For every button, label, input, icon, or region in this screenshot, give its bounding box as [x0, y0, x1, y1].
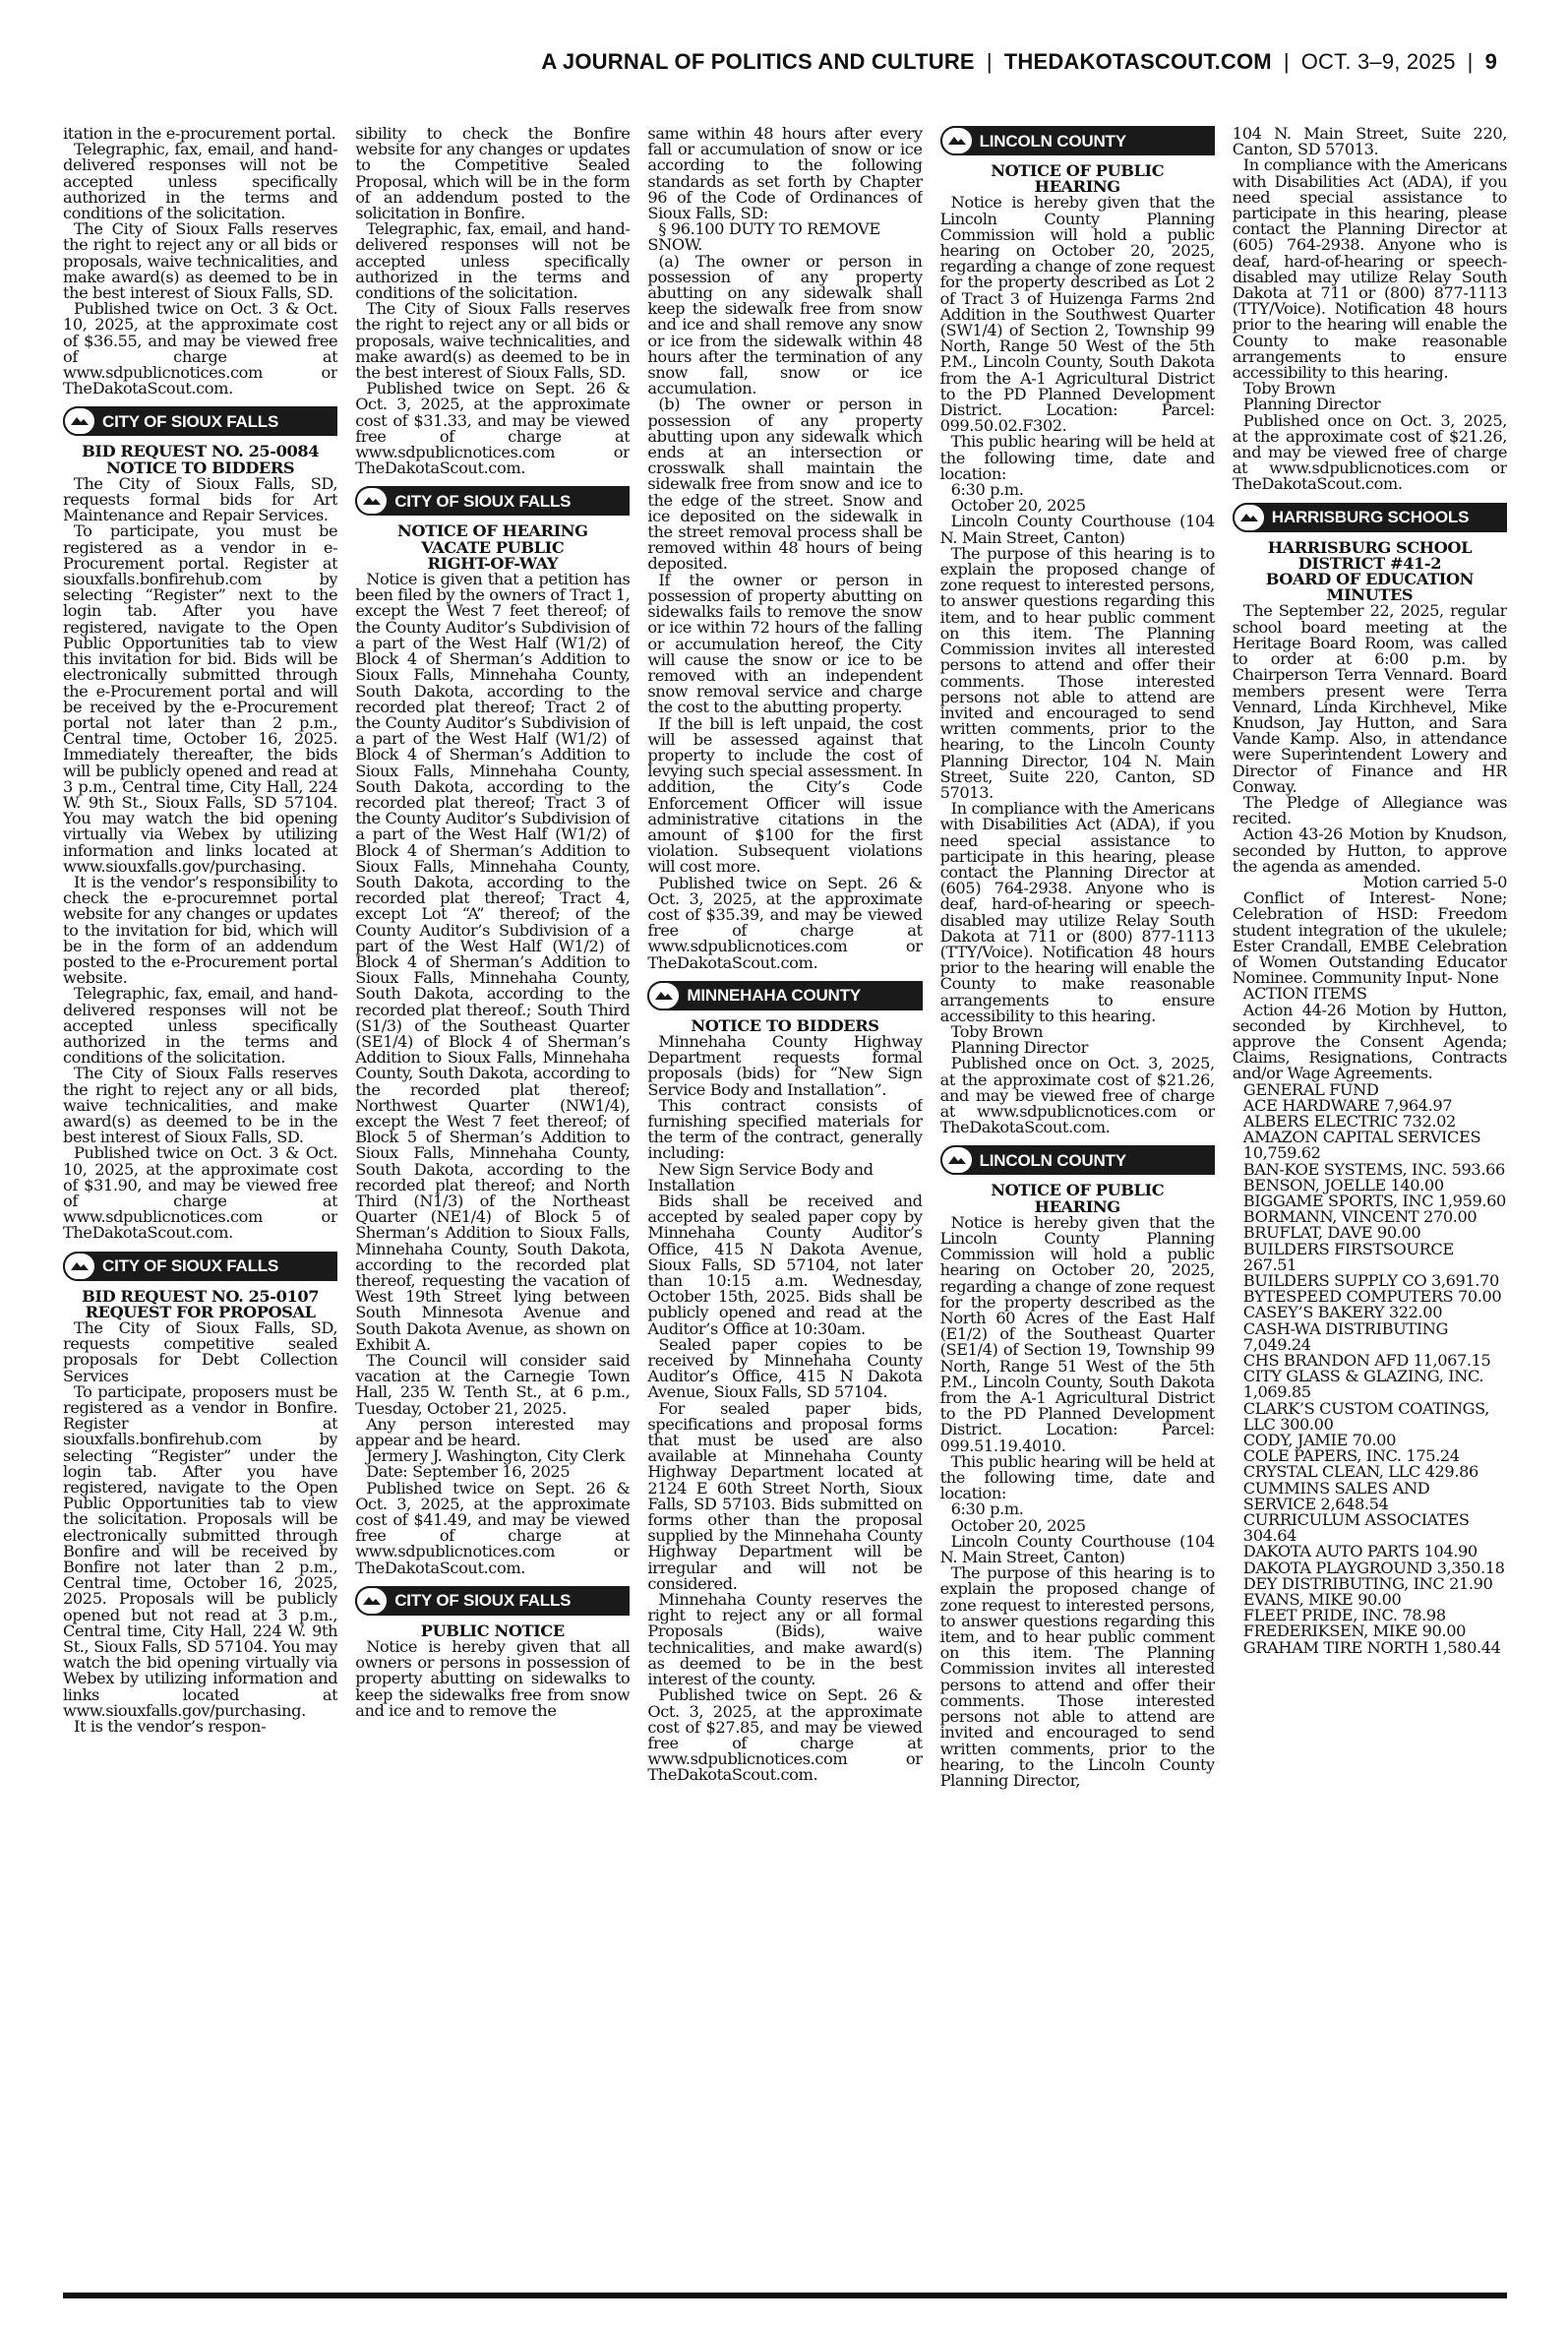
section-banner-label: MINNEHAHA COUNTY [687, 986, 861, 1006]
scout-logo-icon [355, 1586, 389, 1616]
notice-heading: NOTICE OF PUBLIC [991, 1181, 1165, 1200]
notice-paragraph: To participate, proposers must be registered as a vendor in Bonfire. Register at siouxfalls.bonfirehub.com by selecting “Register” under the login tab. After you have registered, navigate to the Open Public Opportunities tab to view the solicitation. Proposals will be electronically submitted through Bonfire and will be received by Bonfire not later than 2 p.m., Central time, October 16, 2025, 2025. Proposals will be publicly opened but not read at 3 p.m., Central time, City Hall, 224 W. 9th St., Sioux Falls, SD 57104. You may watch the bid opening virtually via Webex by utilizing information and links located at www.siouxfalls.gov/purchasing. [63, 1381, 338, 1720]
publication-tagline: A JOURNAL OF POLITICS AND CULTURE [541, 49, 975, 74]
notice-paragraph: Notice is hereby given that the Lincoln County Planning Commission will hold a public hearing on October 20, 2025, regarding a change of zone request for the property described as Lot 2 of Tract 3 of Huizenga Farms 2nd Addition in the Southwest Quarter (SW1/4) of Section 2, Township 99 North, Range 50 West of the 5th P.M., Lincoln County, South Dakota from the A-1 Agricultural District to the PD Planned Development District. Location: Parcel: 099.50.02.F302. [939, 193, 1215, 436]
notice-paragraph: Telegraphic, fax, email, and hand-delivered responses will not be accepted unless specifically authorized in the terms and conditions of the solicitation. [355, 219, 631, 303]
claim-entry: DAKOTA PLAYGROUND 3,350.18 [1242, 1558, 1505, 1577]
notice-paragraph: If the owner or person in possession of property abutting on sidewalks fails to remove the snow or ice within 72 hours of the falling or accumulation hereof, the City will cause the snow or ice to be removed with an independent snow removal service and charge the cost to the abutting property. [647, 570, 923, 717]
claim-entry: BENSON, JOELLE 140.00 [1242, 1175, 1444, 1194]
section-banner-label: CITY OF SIOUX FALLS [394, 491, 572, 511]
notice-paragraph: Any person interested may appear and be heard. [355, 1414, 631, 1450]
claim-entry: BUILDERS FIRSTSOURCE 267.51 [1242, 1239, 1454, 1274]
notice-paragraph: Telegraphic, fax, email, and hand-delivered responses will not be accepted unless specifically authorized in the terms and conditions of the solicitation. [63, 984, 338, 1068]
notice-heading: DISTRICT #41-2 [1297, 553, 1442, 573]
claim-entry: AMAZON CAPITAL SERVICES 10,759.62 [1242, 1128, 1481, 1163]
notice-paragraph: The September 22, 2025, regular school board meeting at the Heritage Board Room, was called to order at 6:00 p.m. by Chairperson Terra Vennard. Board members present were Terra Vennard, Linda Kirchhevel, Mike Knudson, Jay Hutton, and Sara Vande Kamp. Also, in attendance were Superintendent Lowery and Director of Finance and HR Conway. [1232, 601, 1507, 796]
notice-paragraph: same within 48 hours after every fall or accumulation of snow or ice according to the following standards as set forth by Chapter 96 of the Code of Ordinances of Sioux Falls, SD: [647, 126, 923, 223]
notice-paragraph: Minnehaha County reserves the right to reject any or all formal Proposals (Bids), waive technicalities, and make award(s) as deemed to be in the best interest of the county. [647, 1590, 923, 1689]
notice-paragraph: In compliance with the Americans with Disabilities Act (ADA), if you need special assistance to participate in this hearing, please contact the Planning Director at (605) 764-2938. Anyone who is deaf, hard-of-hearing or speech-disabled may utilize Relay South Dakota at 711 or (800) 877-1113 (TTY/Voice). Notification 48 hours prior to the hearing will enable the County to make reasonable arrangements to ensure accessibility to this hearing. [939, 799, 1215, 1025]
notice-paragraph: (b) The owner or person in possession of any property abutting upon any sidewalk which ends at an intersection or crosswalk shall maintain the sidewalk free from snow and ice to the edge of the street. Snow and ice deposited on the sidewalk in the street removal process shall be removed within 48 hours of being deposited. [647, 395, 923, 574]
scout-logo-icon [63, 406, 96, 436]
claim-entry: BYTESPEED COMPUTERS 70.00 [1242, 1287, 1502, 1307]
scout-logo-icon [940, 1145, 974, 1175]
claim-entry: CLARK’S CUSTOM COATINGS, LLC 300.00 [1242, 1398, 1489, 1434]
notice-paragraph: Sealed paper copies to be received by Minnehaha County Auditor’s Office, 415 N Dakota Avenue, Sioux Falls, SD 57104. [647, 1334, 923, 1402]
notice-heading: HARRISBURG SCHOOL [1267, 537, 1473, 557]
notice-paragraph: sibility to check the Bonfire website for any changes or updates to the Competitive Sealed Proposal, which will be in the form of an addendum posted to the solicitation in Bonfire. [355, 126, 631, 223]
notice-paragraph: This public hearing will be held at the following time, date and location: [939, 432, 1215, 483]
hearing-location: Lincoln County Courthouse (104 N. Main Street, Canton) [939, 512, 1215, 547]
claim-entry: BRUFLAT, DAVE 90.00 [1242, 1223, 1421, 1243]
notice-heading: RIGHT-OF-WAY [427, 553, 559, 573]
notice-heading: HEARING [1034, 1196, 1120, 1216]
scout-logo-icon [940, 126, 974, 155]
section-label: ACTION ITEMS [1242, 984, 1367, 1004]
header-separator: | [1467, 49, 1474, 74]
notice-heading: BID REQUEST NO. 25-0084 [82, 442, 320, 461]
notices-columns [63, 126, 1507, 2291]
column-3 [647, 126, 922, 2291]
publication-note: Published once on Oct. 3, 2025, at the approximate cost of $21.26, and may be viewed free of charge at www.sdpublicnotices.com or TheDakotaScout.com. [1232, 410, 1507, 494]
claim-entry: CURRICULUM ASSOCIATES 304.64 [1242, 1510, 1470, 1546]
notice-paragraph: Notice is hereby given that all owners or persons in possession of property abutting on sidewalks to keep the sidewalks free from snow and ice and to remove the [355, 1637, 631, 1720]
claim-entry: FREDERIKSEN, MIKE 90.00 [1242, 1621, 1466, 1641]
hearing-location: Lincoln County Courthouse (104 N. Main Street, Canton) [939, 1531, 1215, 1567]
page-header [0, 49, 1568, 83]
page-number: 9 [1484, 49, 1497, 74]
notice-date: Date: September 16, 2025 [366, 1462, 571, 1482]
notice-paragraph: Telegraphic, fax, email, and hand-delivered responses will not be accepted unless specifically authorized in the terms and conditions of the solicitation. [63, 140, 338, 223]
claim-entry: CRYSTAL CLEAN, LLC 429.86 [1242, 1462, 1478, 1482]
notice-paragraph: Notice is given that a petition has been filed by the owners of Tract 1, except the West 7 feet thereof; of the County Auditor’s Subdivision of a part of the West Half (W1/2) of Block 4 of Sherman’s Addition to Sioux Falls, Minnehaha County, South Dakota, according to the recorded plat thereof; Tract 2 of the County Auditor’s Subdivision of a part of the West Half (W1/2) of Block 4 of Sherman’s Addition to Sioux Falls, Minnehaha County, South Dakota, according to the recorded plat thereof; Tract 3 of the County Auditor’s Subdivision of a part of the West Half (W1/2) of Block 4 of Sherman’s Addition to Sioux Falls, Minnehaha County, South Dakota, according to the recorded plat thereof; Tract 4, except Lot “A” thereof; of the County Auditor’s Subdivision of a part of the West Half (W1/2) of Block 4 of Sherman’s Addition to Sioux Falls, Minnehaha County, South Dakota, according to the recorded plat thereof.; South Third (S1/3) of the Southeast Quarter (SE1/4) of Block 4 of Sherman’s Addition to Sioux Falls, Minnehaha County, South Dakota, according to the recorded plat thereof; Northwest Quarter (NW1/4), except the West 7 feet thereof; of Block 5 of Sherman’s Addition to Sioux Falls, Minnehaha County, South Dakota, according to the recorded plat thereof; and North Third (N1/3) of the Northeast Quarter (NE1/4) of Block 5 of Sherman’s Addition to Sioux Falls, Minnehaha County, South Dakota, according to the recorded plat thereof, requesting the vacation of West 19th Street lying between South Minnesota Avenue and South Dakota Avenue, as shown on Exhibit A. [355, 570, 631, 1354]
notice-heading: BID REQUEST NO. 25-0107 [82, 1286, 320, 1306]
claim-entry: CODY, JAMIE 70.00 [1242, 1431, 1396, 1450]
notice-paragraph: Minnehaha County Highway Department requests formal proposals (bids) for “New Sign Service Body and Installation”. [647, 1031, 923, 1099]
notice-paragraph: It is the vendor’s responsibility to check the e-procuremnet portal website for any changes or updates to the invitation for bid, which will be in the form of an addendum posted to the e-Procurement portal website. [63, 872, 338, 988]
section-banner [63, 406, 337, 436]
notice-paragraph: 104 N. Main Street, Suite 220, Canton, SD 57013. [1232, 126, 1507, 159]
notice-paragraph: The City of Sioux Falls, SD, requests formal bids for Art Maintenance and Repair Services. [63, 473, 338, 525]
section-banner [940, 1145, 1215, 1175]
publication-note: Published twice on Oct. 3 & Oct. 10, 2025, at the approximate cost of $31.90, and may be viewed free of charge at www.sdpublicnotices.com or TheDakotaScout.com. [63, 1143, 338, 1243]
claim-entry: CHS BRANDON AFD 11,067.15 [1242, 1351, 1491, 1371]
notice-paragraph: This contract consists of furnishing specified materials for the term of the contract, generally including: [647, 1095, 923, 1163]
claim-entry: CUMMINS SALES AND SERVICE 2,648.54 [1242, 1478, 1430, 1513]
column-1 [63, 126, 337, 2291]
notice-paragraph: For sealed paper bids, specifications and proposal forms that must be used are also available at Minnehaha County Highway Department located at 2124 E 60th Street North, Sioux Falls, SD 57103. Bids submitted on forms other than the proposal supplied by the Minnehaha County Highway Department will be irregular and will not be considered. [647, 1398, 923, 1593]
claims-list [1233, 1095, 1507, 1657]
publication-note: Published twice on Sept. 26 & Oct. 3, 2025, at the approximate cost of $31.33, and may be viewed free of charge at www.sdpublicnotices.com or TheDakotaScout.com. [355, 379, 631, 478]
section-banner-label: CITY OF SIOUX FALLS [102, 1256, 279, 1276]
publication-note: Published once on Oct. 3, 2025, at the approximate cost of $21.26, and may be viewed free of charge at www.sdpublicnotices.com or TheDakotaScout.com. [939, 1054, 1215, 1137]
notice-paragraph: New Sign Service Body and Installation [647, 1159, 874, 1194]
notice-heading: PUBLIC NOTICE [420, 1621, 565, 1640]
notice-paragraph: Conflict of Interest- None; Celebration of HSD: Freedom student integration of the ukulele; Ester Crandall, EMBE Celebration of Women Outstanding Educator Nominee. Community Input- None [1232, 888, 1507, 988]
website-name: THEDAKOTASCOUT.COM [1003, 49, 1272, 74]
notice-paragraph: The City of Sioux Falls reserves the right to reject any or all bids, waive technicalities, and make award(s) as deemed to be in the best interest of Sioux Falls, SD. [63, 1064, 338, 1147]
notice-paragraph: To participate, you must be registered as a vendor in e-Procurement portal. Register at siouxfalls.bonfirehub.com by selecting “Register” next to the login tab. After you have registered, navigate to the Open Public Opportunities tab to view this invitation for bid. Bids will be electronically submitted through the e-Procurement portal and will be received by the e-Procurement portal not later than 2 p.m., Central time, October 16, 2025. Immediately thereafter, the bids will be publicly opened and read at 3 p.m., Central time, City Hall, 224 W. 9th St., Sioux Falls, SD 57104. You may watch the bid opening virtually via Webex by utilizing information and links located at www.siouxfalls.gov/purchasing. [63, 521, 338, 876]
hearing-date: October 20, 2025 [950, 496, 1086, 516]
claim-entry: DEY DISTRIBUTING, INC 21.90 [1242, 1573, 1493, 1593]
scout-logo-icon [1233, 503, 1266, 532]
notice-paragraph: The City of Sioux Falls reserves the right to reject any or all bids or proposals, waive technicalities, and make award(s) as deemed to be in the best interest of Sioux Falls, SD. [355, 299, 631, 383]
notice-paragraph: itation in the e-procurement portal. [63, 126, 336, 143]
notice-paragraph: The Council will consider said vacation at the Carnegie Town Hall, 235 W. Tenth St., at 6 p.m., Tuesday, October 21, 2025. [355, 1351, 631, 1418]
notice-paragraph: The City of Sioux Falls reserves the right to reject any or all bids or proposals, waive technicalities, and make award(s) as deemed to be in the best interest of Sioux Falls, SD. [63, 219, 338, 303]
notice-paragraph: Bids shall be received and accepted by sealed paper copy by Minnehaha County Auditor’s Office, 415 N Dakota Avenue, Sioux Falls, SD 57104, not later than 10:15 a.m. Wednesday, October 15th, 2025. Bids shall be publicly opened and read at the Auditor’s Office at 10:30am. [647, 1192, 923, 1338]
claim-entry: FLEET PRIDE, INC. 78.98 [1242, 1606, 1446, 1625]
scout-logo-icon [355, 486, 389, 516]
section-banner-label: LINCOLN COUNTY [979, 131, 1126, 151]
notice-paragraph: If the bill is left unpaid, the cost will be assessed against that property to include the cost of levying such special assessment. In addition, the City’s Code Enforcement Officer will issue administrative citations in the amount of $100 for the first violation. Subsequent violations will cost more. [647, 713, 923, 877]
section-banner [355, 486, 630, 516]
section-banner-label: CITY OF SIOUX FALLS [102, 411, 279, 431]
claim-entry: DAKOTA AUTO PARTS 104.90 [1242, 1542, 1478, 1561]
notice-paragraph: The purpose of this hearing is to explain the proposed change of zone request to interested persons, to answer questions regarding this item, and to hear public comment on this item. The Planning Commission invites all interested persons to attend and offer their comments. Those interested persons not able to attend are invited and encouraged to send written comments, prior to the hearing, to the Lincoln County Planning Director, 104 N. Main Street, Suite 220, Canton, SD 57013. [939, 543, 1215, 802]
notice-paragraph: (a) The owner or person in possession of any property abutting on any sidewalk shall keep the sidewalk free from snow and ice and shall remove any snow or ice from the sidewalk within 48 hours after the termination of any snow fall, snow or ice accumulation. [647, 251, 923, 398]
hearing-date: October 20, 2025 [950, 1515, 1086, 1535]
header-separator: | [986, 49, 993, 74]
notice-heading: NOTICE OF HEARING [396, 521, 588, 541]
notice-paragraph: Action 44-26 Motion by Hutton, seconded by Kirchhevel, to approve the Consent Agenda; Claims, Resignations, Contracts and/or Wage Agreements. [1232, 1000, 1507, 1083]
section-banner-label: CITY OF SIOUX FALLS [394, 1591, 572, 1611]
fund-label: GENERAL FUND [1242, 1079, 1379, 1099]
hearing-time: 6:30 p.m. [950, 480, 1024, 500]
column-5 [1233, 126, 1507, 2291]
notice-paragraph: The City of Sioux Falls, SD, requests competitive sealed proposals for Debt Collection Services [63, 1318, 338, 1385]
publication-note: Published twice on Sept. 26 & Oct. 3, 2025, at the approximate cost of $27.85, and may be viewed free of charge at www.sdpublicnotices.com or TheDakotaScout.com. [647, 1685, 923, 1785]
signature-title: Planning Director [950, 1038, 1089, 1058]
header-separator: | [1283, 49, 1290, 74]
notice-paragraph: In compliance with the Americans with Disabilities Act (ADA), if you need special assistance to participate in this hearing, please contact the Planning Director at (605) 764-2938. Anyone who is deaf, hard-of-hearing or speech-disabled may utilize Relay South Dakota at 711 or (800) 877-1113 (TTY/Voice). Notification 48 hours prior to the hearing will enable the County to make reasonable arrangements to ensure accessibility to this hearing. [1232, 155, 1507, 383]
notice-paragraph: It is the vendor’s respon- [74, 1717, 267, 1737]
claim-entry: CITY GLASS & GLAZING, INC. 1,069.85 [1242, 1367, 1484, 1402]
signature-line: Toby Brown [1242, 379, 1336, 398]
ordinance-title: § 96.100 DUTY TO REMOVE SNOW. [647, 219, 880, 255]
notice-heading: MINUTES [1326, 585, 1414, 605]
claim-entry: COLE PAPERS, INC. 175.24 [1242, 1446, 1460, 1466]
scout-logo-icon [63, 1252, 96, 1281]
notice-heading: NOTICE TO BIDDERS [691, 1015, 879, 1035]
claim-entry: BUILDERS SUPPLY CO 3,691.70 [1242, 1271, 1499, 1291]
notice-heading: REQUEST FOR PROPOSAL [85, 1302, 316, 1321]
claim-entry: BIGGAME SPORTS, INC 1,959.60 [1242, 1192, 1506, 1210]
signature-title: Planning Director [1242, 395, 1381, 414]
notice-paragraph: The Pledge of Allegiance was recited. [1232, 792, 1507, 828]
column-2 [355, 126, 630, 2291]
motion-result: Motion carried 5-0 [1362, 872, 1507, 891]
section-banner-label: LINCOLN COUNTY [979, 1150, 1126, 1170]
signature-line: Toby Brown [950, 1021, 1044, 1041]
notice-heading: BOARD OF EDUCATION [1265, 570, 1475, 589]
column-4 [940, 126, 1215, 2291]
publication-note: Published twice on Sept. 26 & Oct. 3, 2025, at the approximate cost of $35.39, and may be viewed free of charge at www.sdpublicnotices.com or TheDakotaScout.com. [647, 873, 923, 972]
claim-entry: GRAHAM TIRE NORTH 1,580.44 [1242, 1637, 1501, 1657]
notice-paragraph: The purpose of this hearing is to explain the proposed change of zone request to interested persons, to answer questions regarding this item, and to hear public comment on this item. The Planning Commission invites all interested persons to attend and offer their comments. Those interested persons not able to attend are invited and encouraged to send written comments, prior to the hearing, to the Lincoln County Planning Director, [939, 1563, 1215, 1790]
claim-entry: CASH-WA DISTRIBUTING 7,049.24 [1242, 1318, 1448, 1354]
section-banner [63, 1252, 337, 1281]
publication-note: Published twice on Oct. 3 & Oct. 10, 2025, at the approximate cost of $36.55, and may be viewed free of charge at www.sdpublicnotices.com or TheDakotaScout.com. [63, 299, 338, 398]
claim-entry: CASEY’S BAKERY 322.00 [1242, 1303, 1443, 1322]
notice-heading: VACATE PUBLIC [421, 537, 565, 557]
claim-entry: ACE HARDWARE 7,964.97 [1242, 1095, 1453, 1115]
section-banner [355, 1586, 630, 1616]
claim-entry: EVANS, MIKE 90.00 [1242, 1590, 1402, 1610]
claim-entry: BORMANN, VINCENT 270.00 [1242, 1207, 1478, 1227]
section-banner-label: HARRISBURG SCHOOLS [1271, 508, 1470, 527]
notice-paragraph: Action 43-26 Motion by Knudson, seconded by Hutton, to approve the agenda as amended. [1232, 825, 1507, 876]
signature-line: Jermery J. Washington, City Clerk [366, 1446, 625, 1466]
hearing-time: 6:30 p.m. [950, 1499, 1024, 1519]
section-banner [1233, 503, 1507, 532]
issue-date: OCT. 3–9, 2025 [1300, 49, 1456, 74]
notice-paragraph: This public hearing will be held at the following time, date and location: [939, 1451, 1215, 1503]
section-banner [647, 981, 922, 1010]
footer-rule [63, 2293, 1507, 2298]
publication-note: Published twice on Sept. 26 & Oct. 3, 2025, at the approximate cost of $41.49, and may be viewed free of charge at www.sdpublicnotices.com or TheDakotaScout.com. [355, 1478, 631, 1577]
notice-paragraph: Notice is hereby given that the Lincoln County Planning Commission will hold a public hearing on October 20, 2025, regarding a change of zone request for the property described as the North 60 Acres of the East Half (E1/2) of the Southeast Quarter (SE1/4) of Section 19, Township 99 North, Range 51 West of the 5th P.M., Lincoln County, South Dakota from the A-1 Agricultural District to the PD Planned Development District. Location: Parcel: 099.51.19.4010. [939, 1212, 1215, 1455]
claim-entry: BAN-KOE SYSTEMS, INC. 593.66 [1242, 1159, 1505, 1179]
section-banner [940, 126, 1215, 155]
scout-logo-icon [647, 981, 681, 1010]
notice-heading: NOTICE OF PUBLIC [991, 161, 1165, 180]
notice-heading: NOTICE TO BIDDERS [106, 458, 295, 477]
notice-heading: HEARING [1034, 177, 1120, 197]
claim-entry: ALBERS ELECTRIC 732.02 [1242, 1111, 1456, 1131]
